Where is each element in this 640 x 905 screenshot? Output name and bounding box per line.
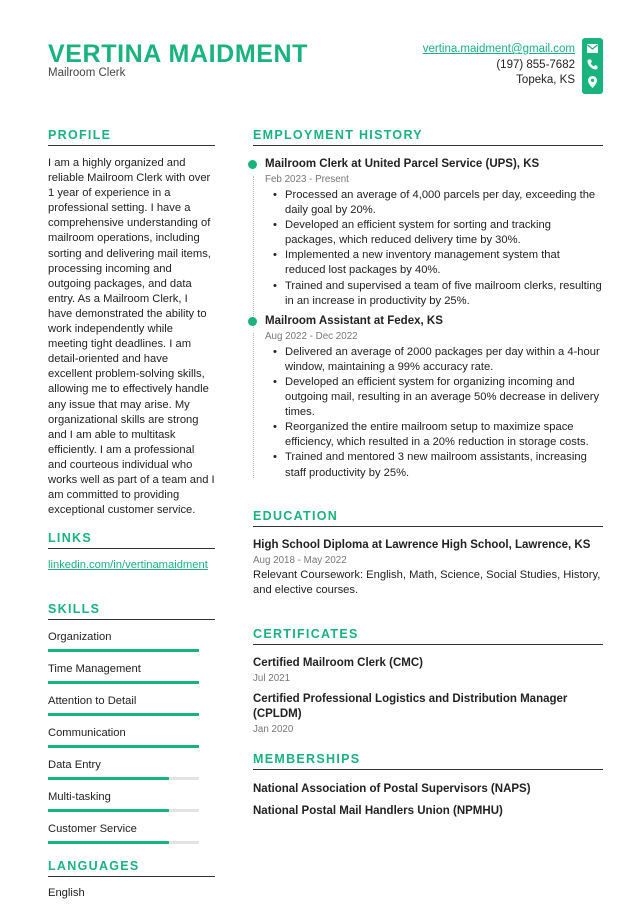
skills-heading: SKILLS [48,602,215,620]
education-heading: EDUCATION [253,509,603,527]
email-link[interactable]: vertina.maidment@gmail.com [422,43,575,55]
bullet-item: • Processed an average of 4,000 parcels per day, exceeding the daily goal by 20%. [273,188,603,218]
skill-item [48,726,215,748]
location: Topeka, KS [516,74,575,86]
timeline-line [253,333,254,478]
phone-number: (197) 855-7682 [496,58,575,71]
links-heading: LINKS [48,531,215,549]
job-bullets [273,345,603,481]
education-title: High School Diploma at Lawrence High School, Lawrence, KS [253,539,591,551]
language-item: English [48,887,85,899]
skill-name: Data Entry [48,759,101,771]
skill-item [48,630,215,652]
links-section [48,531,215,571]
education-section [253,509,603,598]
job-date: Aug 2022 - Dec 2022 [265,330,358,342]
skill-bar-fill [48,745,199,748]
job-title: Mailroom Assistant at Fedex, KS [265,314,443,327]
timeline-line [253,176,254,328]
bullet-item: • Implemented a new inventory management system that reduced lost packages by 40%. [273,248,603,278]
job-entry [253,157,603,309]
skill-bar [48,745,199,748]
employment-section [253,128,603,481]
profile-section [48,128,215,518]
skill-bar [48,649,199,652]
skill-bar-fill [48,809,169,812]
skill-name: Attention to Detail [48,695,137,707]
skill-item [48,758,215,780]
skill-bar-fill [48,841,169,844]
languages-section [48,859,215,899]
employment-heading: EMPLOYMENT HISTORY [253,128,603,146]
profile-heading: PROFILE [48,128,215,146]
membership-item: National Association of Postal Supervisors (NAPS) [253,783,531,795]
skill-bar-fill [48,649,199,652]
job-bullets [273,188,603,309]
memberships-heading: MEMBERSHIPS [253,752,603,770]
skill-name: Time Management [48,663,141,675]
languages-heading: LANGUAGES [48,859,215,877]
bullet-item: • Reorganized the entire mailroom setup to maximize space efficiency, which resulted in a 20% reduction in storage costs. [273,420,603,450]
skill-item [48,694,215,716]
candidate-name: VERTINA MAIDMENT [48,40,309,68]
education-entry [253,538,603,598]
certificate-title: Certified Mailroom Clerk (CMC) [253,657,423,669]
certificates-section [253,627,603,737]
contact-icon-bar [582,38,603,94]
skill-name: Customer Service [48,823,137,835]
skill-bar [48,681,199,684]
skill-bar [48,809,199,812]
skill-bar [48,777,199,780]
education-date: Aug 2018 - May 2022 [253,555,347,566]
timeline-dot [248,317,257,326]
skill-bar-fill [48,681,199,684]
contact-info [423,42,575,89]
skill-name: Multi-tasking [48,791,111,803]
job-title: Mailroom Clerk at United Parcel Service (UPS), KS [265,158,540,170]
education-coursework: Relevant Coursework: English, Math, Science, Social Studies, History, and elective courses. [253,569,601,597]
skill-name: Organization [48,631,112,643]
certificate-title: Certified Professional Logistics and Distribution Manager (CPLDM) [253,693,568,720]
candidate-role: Mailroom Clerk [48,67,126,79]
bullet-item: • Trained and mentored 3 new mailroom assistants, increasing staff productivity by 25%. [273,450,603,480]
location-pin-icon [588,76,597,88]
envelope-icon [587,44,598,53]
phone-icon [587,59,598,70]
skill-name: Communication [48,727,126,739]
bullet-item: • Developed an efficient system for sorting and tracking packages, which reduced delivery time by 30%. [273,218,603,248]
bullet-item: • Trained and supervised a team of five mailroom clerks, resulting in an increase in productivity by 25%. [273,279,603,309]
bullet-item: • Developed an efficient system for organizing incoming and outgoing mail, resulting in an average 50% decrease in delivery times. [273,375,603,420]
timeline-dot [248,160,257,169]
certificates-heading: CERTIFICATES [253,627,603,645]
certificate-entry [253,692,603,737]
profile-text: I am a highly organized and reliable Mailroom Clerk with over 1 year of experience in a professional setting. I have a comprehensive understanding of mailroom operations, including sorting and delivering mail items, processing incoming and outgoing packages, and data entry. As a Mailroom Clerk, I have demonstrated the ability to work independently while meeting tight deadlines. I am detail-oriented and have excellent problem-solving skills, allowing me to effectively handle any issue that may arise. My organizational skills are strong and I am able to multitask efficiently. I am a professional and courteous individual who works well as part of a team and I am committed to providing exceptional customer service. [48,157,215,517]
skill-bar [48,841,199,844]
memberships-section [253,752,603,819]
skills-section [48,602,215,844]
certificate-entry [253,656,603,686]
skill-bar-fill [48,777,169,780]
certificate-date: Jan 2020 [253,724,294,735]
membership-item: National Postal Mail Handlers Union (NPMHU) [253,805,503,817]
linkedin-link[interactable]: linkedin.com/in/vertinamaidment [48,559,208,571]
job-entry [253,314,603,481]
skill-item [48,790,215,812]
bullet-item: • Delivered an average of 2000 packages per day within a 4-hour window, maintaining a 99% accuracy rate. [273,345,603,375]
skill-bar-fill [48,713,199,716]
certificate-date: Jul 2021 [253,673,291,684]
job-date: Feb 2023 - Present [265,174,349,185]
skill-item [48,822,215,844]
skill-bar [48,713,199,716]
skill-item [48,662,215,684]
